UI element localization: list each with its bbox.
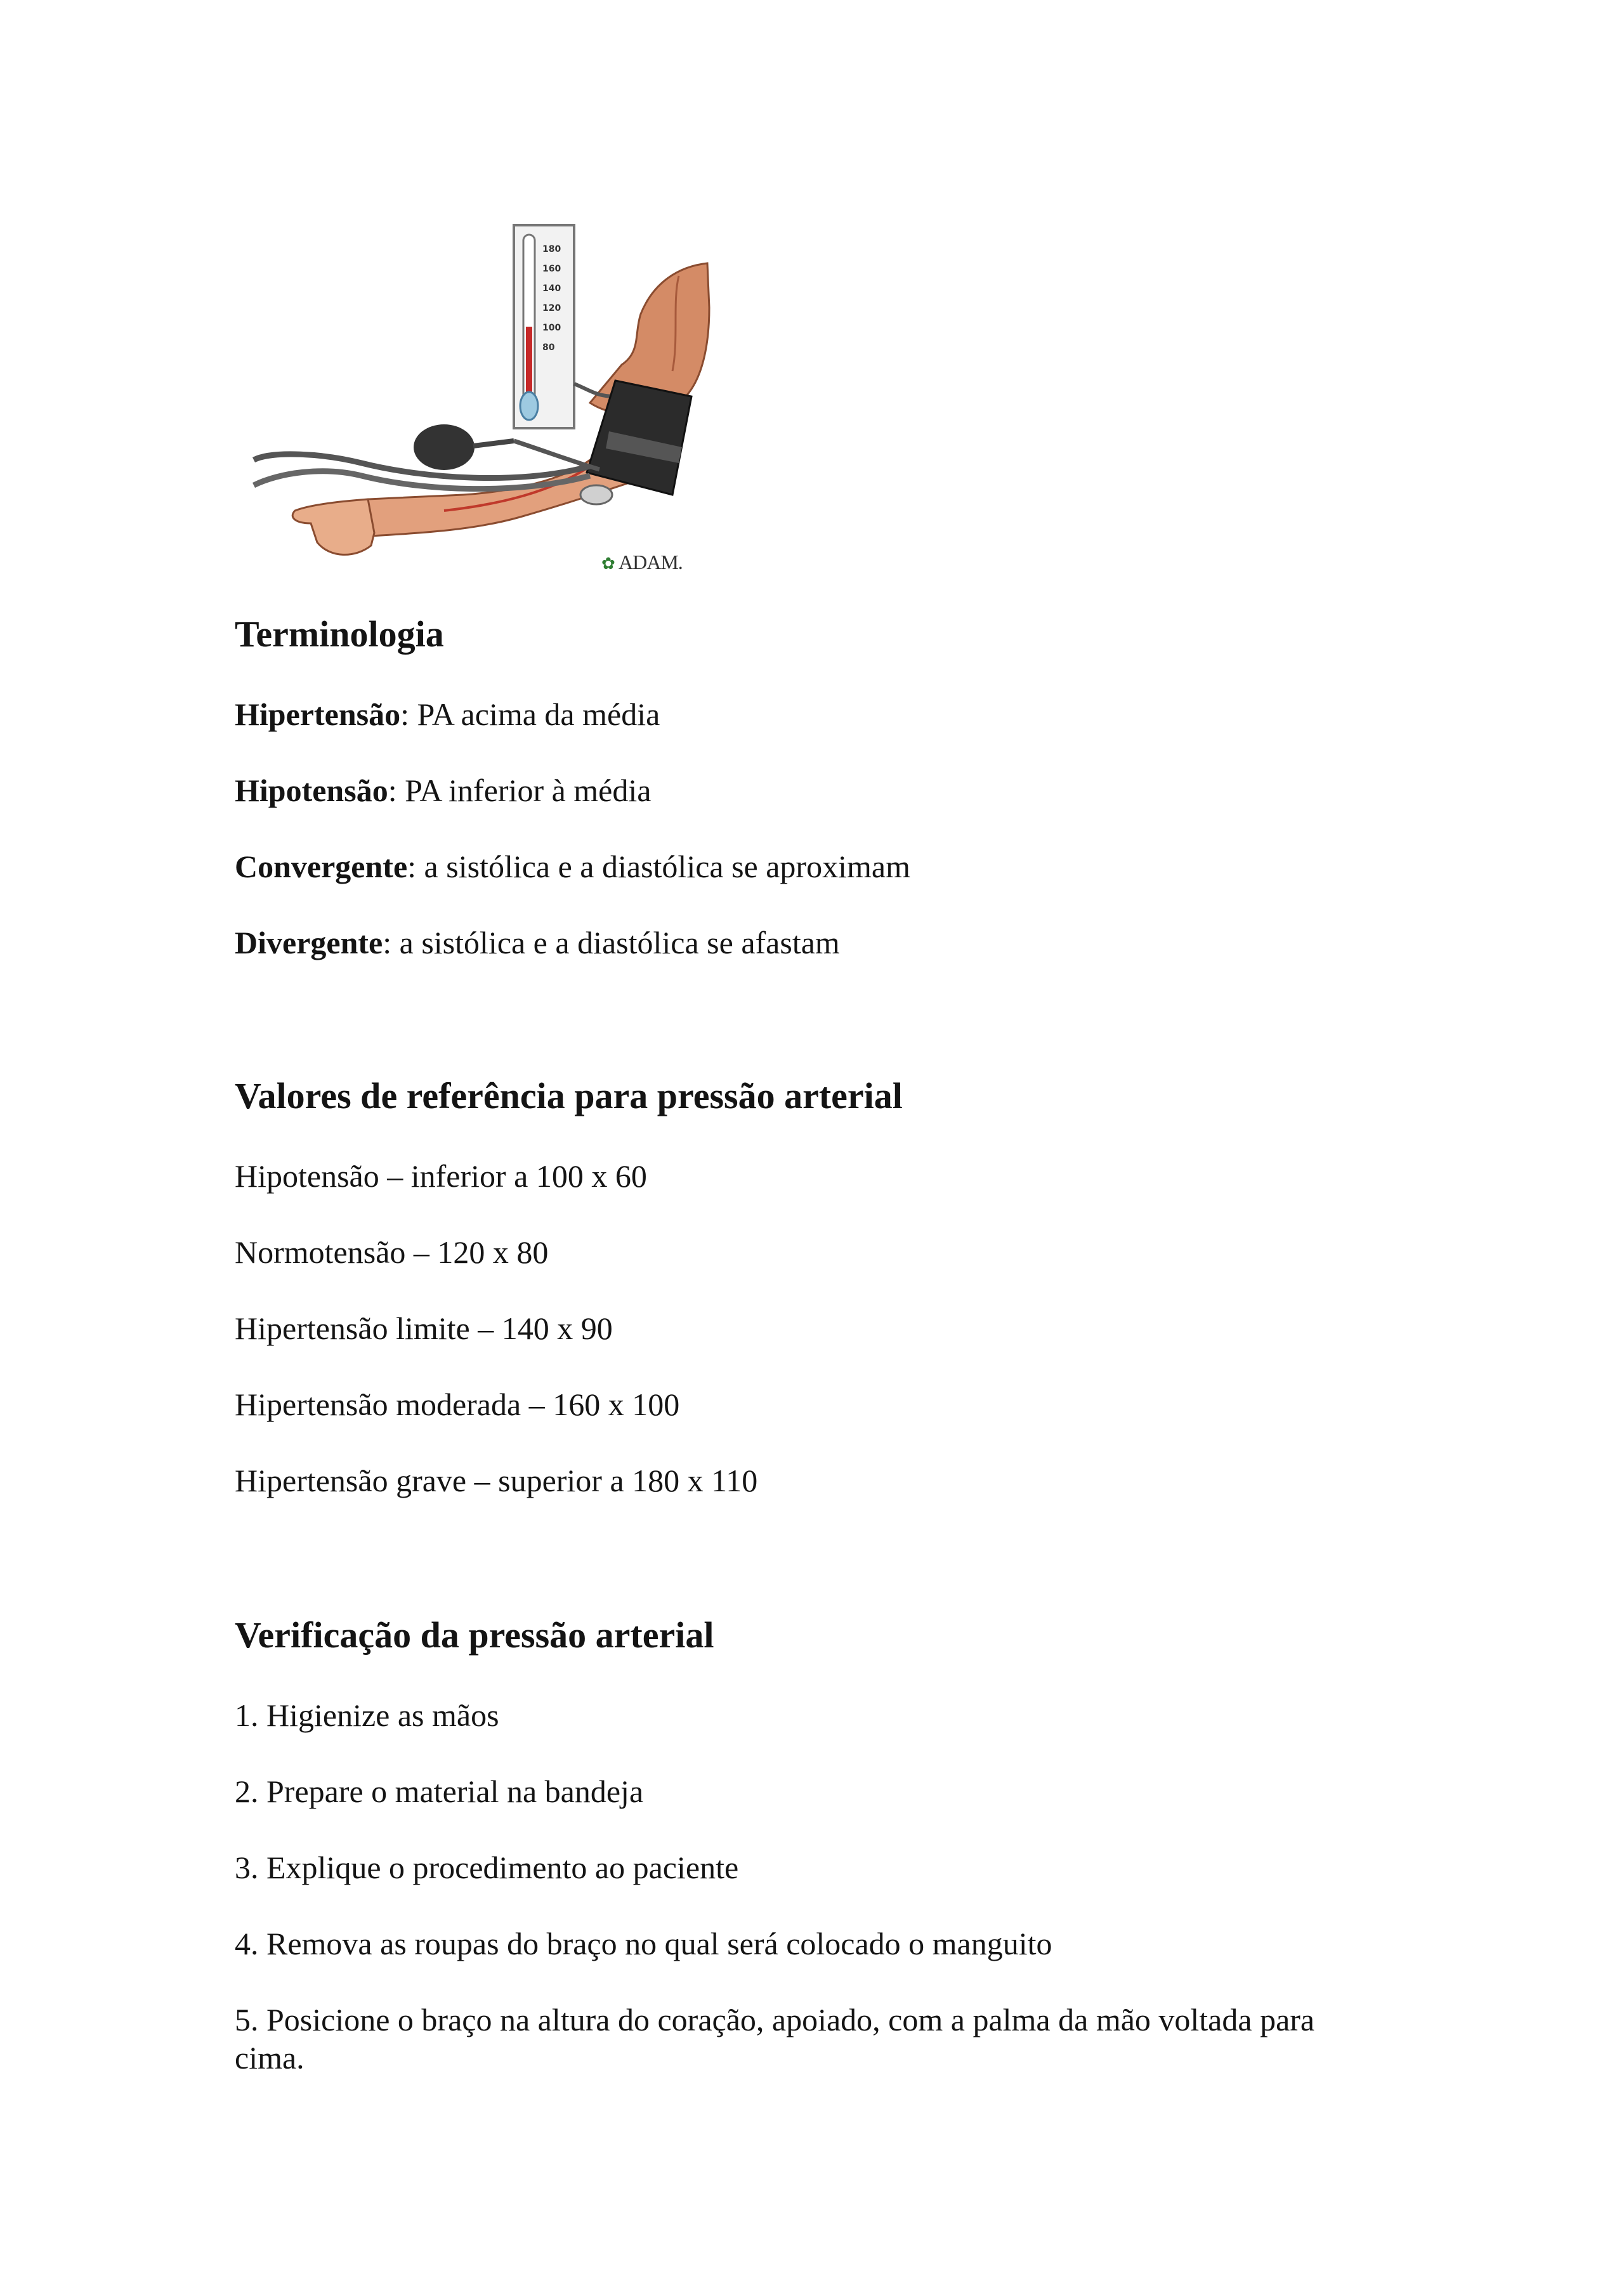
- step-text: 4. Remova as roupas do braço no qual será colocado o manguito: [235, 1926, 1052, 1961]
- reference-text: Normotensão – 120 x 80: [235, 1234, 549, 1270]
- reference-item: [235, 1461, 1408, 1500]
- term-item: [235, 847, 1408, 886]
- step-text: 5. Posicione o braço na altura do coração, apoiado, com a palma da mão voltada para cima.: [235, 2002, 1315, 2076]
- step-item: [235, 1696, 1408, 1734]
- reference-item: [235, 1157, 1408, 1195]
- term-item: [235, 771, 1408, 809]
- term-label: Divergente: [235, 925, 383, 960]
- section-heading: Valores de referência para pressão arterial: [235, 1075, 903, 1116]
- blood-pressure-illustration: [235, 213, 710, 580]
- step-item: [235, 1925, 1408, 1963]
- gauge-tick-label: 120: [542, 303, 561, 313]
- term-label: Hipertensão: [235, 696, 401, 732]
- gauge-tick-label: 180: [542, 244, 561, 254]
- gauge-tick-label: 80: [542, 343, 555, 353]
- step-item: [235, 1772, 1408, 1810]
- reference-section: [235, 1076, 1408, 1116]
- terminology-section: [235, 614, 1408, 655]
- gauge-tick-label: 100: [542, 323, 561, 333]
- reference-item: [235, 1385, 1408, 1423]
- term-label: Convergente: [235, 849, 408, 884]
- reference-text: Hipertensão limite – 140 x 90: [235, 1311, 613, 1346]
- reference-item: [235, 1309, 1408, 1347]
- term-definition: : PA acima da média: [400, 696, 660, 732]
- term-definition: : a sistólica e a diastólica se aproximam: [407, 849, 910, 884]
- step-text: 2. Prepare o material na bandeja: [235, 1774, 644, 1809]
- gauge-tick-label: 140: [542, 284, 561, 294]
- term-label: Hipotensão: [235, 773, 388, 808]
- reference-text: Hipotensão – inferior a 100 x 60: [235, 1158, 647, 1194]
- step-item: [235, 2001, 1377, 2077]
- term-definition: : PA inferior à média: [388, 773, 652, 808]
- svg-text:✿: ✿: [601, 554, 615, 573]
- section-heading: Verificação da pressão arterial: [235, 1614, 714, 1656]
- step-text: 1. Higienize as mãos: [235, 1697, 499, 1733]
- term-item: [235, 695, 1408, 733]
- logo-text: ADAM.: [619, 551, 683, 573]
- section-heading: Terminologia: [235, 613, 444, 655]
- verification-section: [235, 1615, 1408, 1656]
- adam-logo: [601, 551, 683, 573]
- step-item: [235, 1848, 1408, 1886]
- term-definition: : a sistólica e a diastólica se afastam: [383, 925, 840, 960]
- reference-text: Hipertensão moderada – 160 x 100: [235, 1387, 680, 1422]
- reference-text: Hipertensão grave – superior a 180 x 110: [235, 1463, 758, 1498]
- step-text: 3. Explique o procedimento ao paciente: [235, 1850, 739, 1885]
- reference-item: [235, 1233, 1408, 1271]
- term-item: [235, 924, 1408, 962]
- gauge-tick-label: 160: [542, 264, 561, 274]
